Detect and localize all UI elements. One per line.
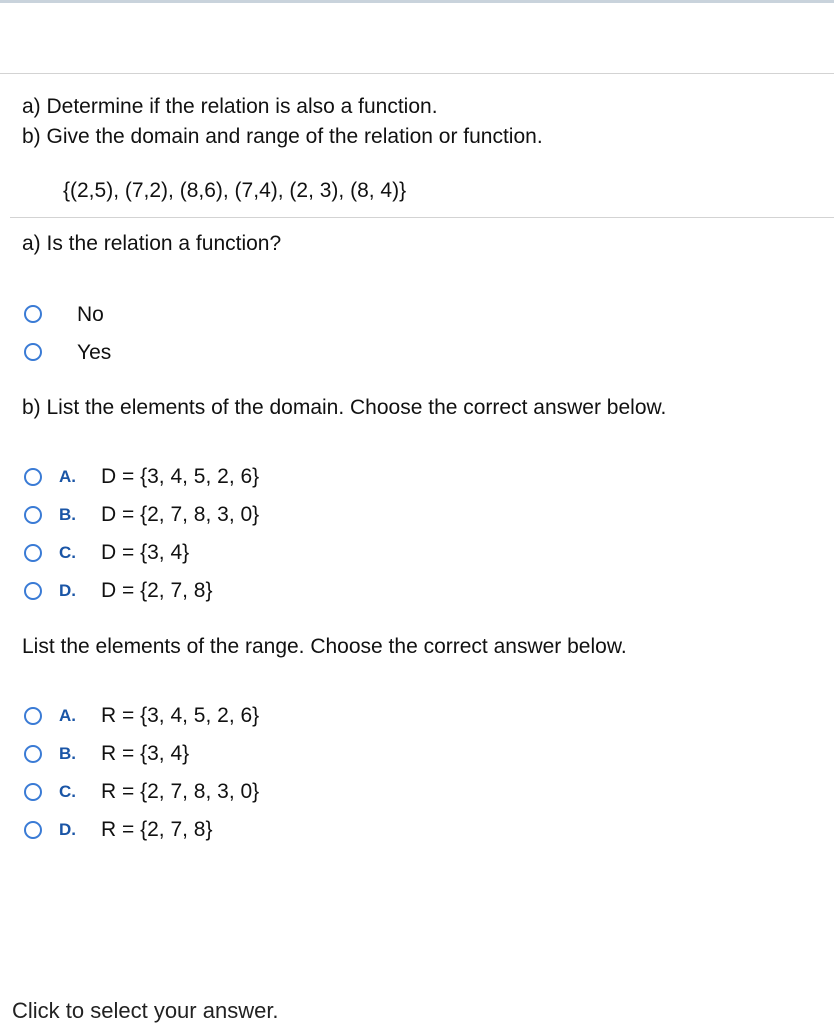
- domain-option-d[interactable]: [24, 576, 324, 606]
- range-letter-b: B.: [59, 744, 76, 763]
- range-letter-c: C.: [59, 782, 76, 801]
- range-letter-d: D.: [59, 820, 76, 839]
- top-border: [0, 0, 834, 3]
- domain-answer-a: D = {3, 4, 5, 2, 6}: [101, 465, 260, 488]
- range-radio-a[interactable]: [24, 707, 42, 725]
- question-line-b: b) Give the domain and range of the relation or function.: [22, 125, 543, 148]
- domain-radio-d[interactable]: [24, 582, 42, 600]
- range-answer-a: R = {3, 4, 5, 2, 6}: [101, 704, 260, 727]
- range-answer-d: R = {2, 7, 8}: [101, 818, 213, 841]
- option-no-label: No: [77, 303, 104, 326]
- range-letter-a: A.: [59, 706, 76, 725]
- range-radio-c[interactable]: [24, 783, 42, 801]
- divider-top: [0, 73, 834, 74]
- domain-letter-d: D.: [59, 581, 76, 600]
- divider-question: [10, 217, 834, 218]
- option-yes[interactable]: [24, 338, 144, 368]
- radio-no[interactable]: [24, 305, 42, 323]
- domain-letter-b: B.: [59, 505, 76, 524]
- domain-option-c[interactable]: [24, 538, 324, 568]
- range-option-a[interactable]: [24, 701, 324, 731]
- range-radio-d[interactable]: [24, 821, 42, 839]
- part-a-prompt: a) Is the relation a function?: [22, 232, 282, 255]
- domain-answer-d: D = {2, 7, 8}: [101, 579, 213, 602]
- domain-answer-c: D = {3, 4}: [101, 541, 190, 564]
- question-line-a: a) Determine if the relation is also a function.: [22, 95, 438, 118]
- domain-letter-a: A.: [59, 467, 76, 486]
- range-radio-b[interactable]: [24, 745, 42, 763]
- range-option-c[interactable]: [24, 777, 324, 807]
- domain-answer-b: D = {2, 7, 8, 3, 0}: [101, 503, 260, 526]
- option-no[interactable]: [24, 300, 144, 330]
- range-option-b[interactable]: [24, 739, 324, 769]
- range-option-d[interactable]: [24, 815, 324, 845]
- domain-prompt: b) List the elements of the domain. Choose the correct answer below.: [22, 396, 667, 419]
- radio-yes[interactable]: [24, 343, 42, 361]
- domain-radio-c[interactable]: [24, 544, 42, 562]
- domain-radio-b[interactable]: [24, 506, 42, 524]
- relation-set: {(2,5), (7,2), (8,6), (7,4), (2, 3), (8, 4)}: [63, 179, 407, 202]
- range-prompt: List the elements of the range. Choose the correct answer below.: [22, 635, 627, 658]
- domain-option-b[interactable]: [24, 500, 324, 530]
- domain-option-a[interactable]: [24, 462, 324, 492]
- footer-hint: Click to select your answer.: [12, 998, 279, 1023]
- range-answer-c: R = {2, 7, 8, 3, 0}: [101, 780, 260, 803]
- range-answer-b: R = {3, 4}: [101, 742, 190, 765]
- option-yes-label: Yes: [77, 341, 112, 364]
- domain-letter-c: C.: [59, 543, 76, 562]
- domain-radio-a[interactable]: [24, 468, 42, 486]
